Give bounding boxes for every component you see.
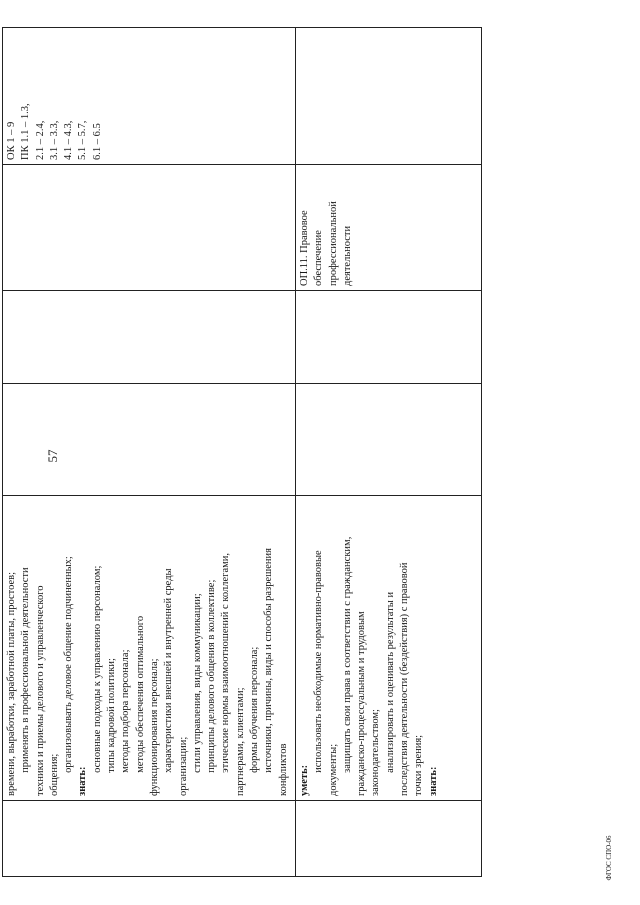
text-line: ОП.11. Правовое [299, 210, 310, 286]
text-line: законодательством; [370, 709, 382, 796]
text-line: ОК 1 – 9 [6, 121, 17, 160]
hours-max-cell [296, 384, 482, 496]
text-line: точки зрения; [413, 734, 425, 796]
text-line: использовать необходимые нормативно-правовые [313, 550, 325, 773]
text-line: типы кадровой политики; [106, 658, 118, 773]
competencies-cell [3, 28, 296, 165]
page-number: 57 [45, 449, 60, 463]
text-line: этические нормы взаимоотношений с коллегами, [220, 553, 232, 773]
footer-code: ФГОС СПО-06 [605, 835, 613, 881]
text-line: документы; [327, 743, 339, 796]
text-line: применять в профессиональной деятельности [20, 567, 32, 773]
text-line: основные подходы к управлению персоналом; [91, 565, 103, 773]
text-line: гражданско-процессуальным и трудовым [356, 611, 368, 796]
text-line: принципы делового общения в коллективе; [206, 579, 218, 773]
competency-table [2, 28, 481, 877]
text-line: организовывать деловое общение подчиненных; [63, 556, 75, 773]
skills-knowledge-cell [3, 496, 296, 801]
table-row [296, 28, 482, 877]
competencies-cell [296, 28, 482, 165]
text-line: 4.1 – 4.3, [63, 120, 75, 160]
text-line: формы обучения персонала; [249, 646, 261, 773]
text-line: методы подбора персонала; [120, 649, 132, 773]
text-line: партнерами, клиентами; [234, 687, 246, 796]
text-line: источники, причины, виды и способы разрешения [263, 548, 275, 773]
text-line: функционирования персонала; [148, 658, 160, 796]
text-line: последствия деятельности (бездействия) с правовой [399, 562, 411, 796]
discipline-cell [3, 165, 296, 291]
text-line: знать: [427, 766, 439, 796]
text-line: уметь: [299, 764, 310, 796]
text-line: ПК 1.1 – 1.3, [20, 103, 32, 160]
text-line: 3.1 – 3.3, [48, 120, 60, 160]
text-line: 2.1 – 2.4, [34, 120, 46, 160]
text-line: общения; [48, 753, 60, 796]
text-line: стили управления, виды коммуникации; [191, 593, 203, 773]
hours-class-cell [3, 291, 296, 384]
text-line: характеристики внешней и внутренней среды [163, 568, 175, 773]
text-line: защищать свои права в соответствии с гражданским, [341, 536, 353, 773]
text-line: времени, выработки, заработной платы, простоев; [6, 571, 17, 796]
text-line: техники и приемы делового и управленческого [34, 585, 46, 796]
text-line: знать: [77, 766, 89, 796]
text-line: организации; [177, 736, 189, 796]
index-cell [3, 801, 296, 877]
text-line: конфликтов [277, 743, 289, 796]
text-line: обеспечение [313, 230, 325, 286]
text-line: 5.1 – 5.7, [77, 120, 89, 160]
hours-max-cell [3, 384, 296, 496]
text-line: методы обеспечения оптимального [134, 615, 146, 773]
text-line: 6.1 – 6.5 [91, 123, 103, 160]
hours-class-cell [296, 291, 482, 384]
index-cell [296, 801, 482, 877]
text-line: анализировать и оценивать результаты и [384, 591, 396, 773]
discipline-cell [296, 165, 482, 291]
text-line: деятельности [341, 225, 353, 286]
text-line: профессиональной [327, 201, 339, 286]
table-row [3, 28, 296, 877]
skills-knowledge-cell [296, 496, 482, 801]
